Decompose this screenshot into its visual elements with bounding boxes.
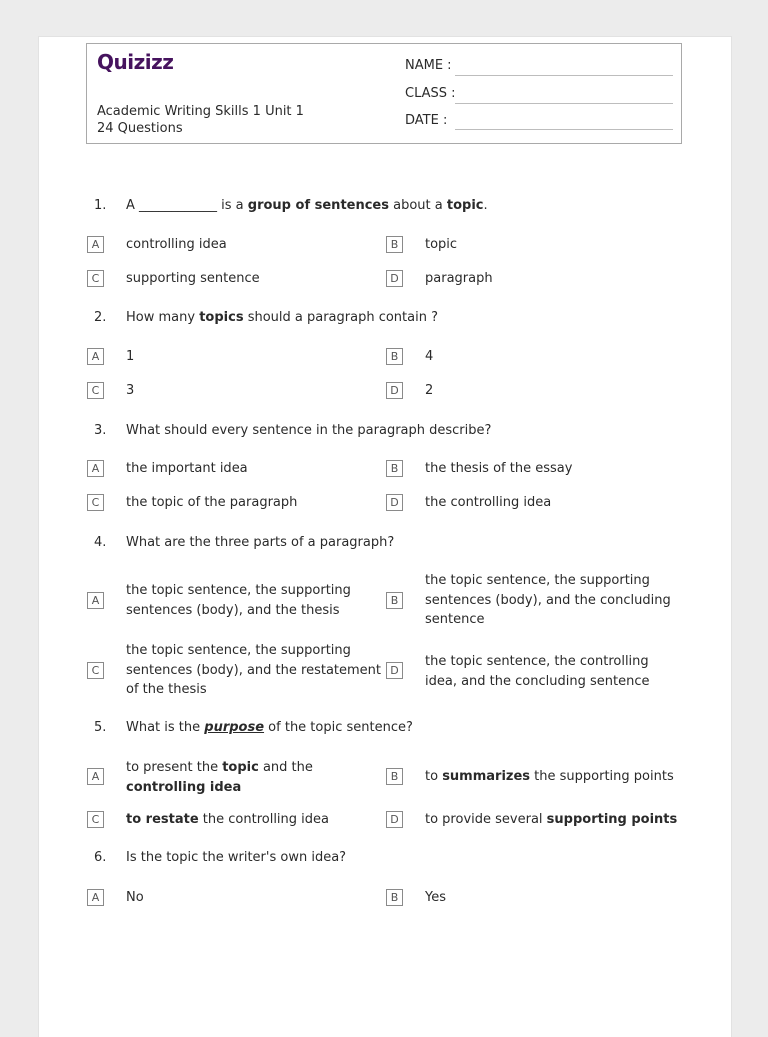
question-number: 2. bbox=[94, 310, 107, 325]
question-text: A ____________ is a group of sentences about a topic. bbox=[126, 198, 488, 213]
date-field[interactable] bbox=[455, 129, 673, 130]
option-text[interactable]: the topic of the paragraph bbox=[126, 495, 298, 510]
option-letter-b[interactable]: B bbox=[386, 768, 403, 785]
option-text[interactable]: the topic sentence, the supporting sentences (body), and the thesis bbox=[126, 583, 351, 618]
option-letter-d[interactable]: D bbox=[386, 382, 403, 399]
date-label: DATE : bbox=[405, 113, 448, 128]
question-number: 6. bbox=[94, 850, 107, 865]
option-letter-a[interactable]: A bbox=[87, 889, 104, 906]
option-letter-b[interactable]: B bbox=[386, 592, 403, 609]
option-letter-a[interactable]: A bbox=[87, 348, 104, 365]
question-text: Is the topic the writer's own idea? bbox=[126, 850, 347, 865]
name-field[interactable] bbox=[455, 75, 673, 76]
question-number: 5. bbox=[94, 720, 107, 735]
option-text[interactable]: to summarizes the supporting points bbox=[425, 769, 674, 784]
option-letter-d[interactable]: D bbox=[386, 270, 403, 287]
option-text[interactable]: supporting sentence bbox=[126, 271, 260, 286]
option-text[interactable]: 3 bbox=[126, 383, 135, 398]
option-letter-b[interactable]: B bbox=[386, 348, 403, 365]
option-text[interactable]: 1 bbox=[126, 349, 135, 364]
option-text[interactable]: 2 bbox=[425, 383, 434, 398]
option-text[interactable]: controlling idea bbox=[126, 237, 227, 252]
option-text[interactable]: the topic sentence, the controlling idea, and the concluding sentence bbox=[425, 654, 650, 689]
option-letter-b[interactable]: B bbox=[386, 236, 403, 253]
question-text: How many topics should a paragraph contain ? bbox=[126, 310, 438, 325]
question-number: 4. bbox=[94, 535, 107, 550]
option-letter-b[interactable]: B bbox=[386, 889, 403, 906]
question-number: 1. bbox=[94, 198, 107, 213]
option-letter-a[interactable]: A bbox=[87, 460, 104, 477]
option-text[interactable]: the controlling idea bbox=[425, 495, 552, 510]
option-letter-c[interactable]: C bbox=[87, 811, 104, 828]
worksheet-title: Academic Writing Skills 1 Unit 1 bbox=[97, 104, 304, 119]
worksheet-header bbox=[86, 43, 682, 144]
option-text[interactable]: to present the topic and the controlling idea bbox=[126, 760, 313, 795]
question-count: 24 Questions bbox=[97, 121, 183, 136]
option-letter-c[interactable]: C bbox=[87, 270, 104, 287]
option-letter-b[interactable]: B bbox=[386, 460, 403, 477]
option-text[interactable]: Yes bbox=[425, 890, 446, 905]
option-text[interactable]: No bbox=[126, 890, 144, 905]
option-text[interactable]: the topic sentence, the supporting sentences (body), and the restatement of the thesis bbox=[126, 643, 381, 697]
option-text[interactable]: to restate the controlling idea bbox=[126, 812, 329, 827]
option-text[interactable]: the important idea bbox=[126, 461, 248, 476]
option-text[interactable]: to provide several supporting points bbox=[425, 812, 678, 827]
question-number: 3. bbox=[94, 423, 107, 438]
option-text[interactable]: topic bbox=[425, 237, 458, 252]
option-text[interactable]: the thesis of the essay bbox=[425, 461, 573, 476]
option-letter-c[interactable]: C bbox=[87, 494, 104, 511]
quizizz-logo: Quizizz bbox=[97, 50, 174, 74]
class-label: CLASS : bbox=[405, 86, 456, 101]
option-letter-a[interactable]: A bbox=[87, 592, 104, 609]
option-letter-d[interactable]: D bbox=[386, 494, 403, 511]
option-letter-d[interactable]: D bbox=[386, 662, 403, 679]
question-text: What is the purpose of the topic sentence? bbox=[126, 720, 413, 735]
class-field[interactable] bbox=[455, 103, 673, 104]
question-text: What are the three parts of a paragraph? bbox=[126, 535, 395, 550]
option-text[interactable]: the topic sentence, the supporting sentences (body), and the concluding sentence bbox=[425, 573, 671, 627]
option-letter-c[interactable]: C bbox=[87, 382, 104, 399]
option-letter-a[interactable]: A bbox=[87, 768, 104, 785]
option-text[interactable]: 4 bbox=[425, 349, 434, 364]
option-letter-a[interactable]: A bbox=[87, 236, 104, 253]
fill-in-blank: ____________ bbox=[139, 198, 218, 213]
option-text[interactable]: paragraph bbox=[425, 271, 493, 286]
option-letter-d[interactable]: D bbox=[386, 811, 403, 828]
name-label: NAME : bbox=[405, 58, 452, 73]
option-letter-c[interactable]: C bbox=[87, 662, 104, 679]
question-text: What should every sentence in the paragraph describe? bbox=[126, 423, 492, 438]
